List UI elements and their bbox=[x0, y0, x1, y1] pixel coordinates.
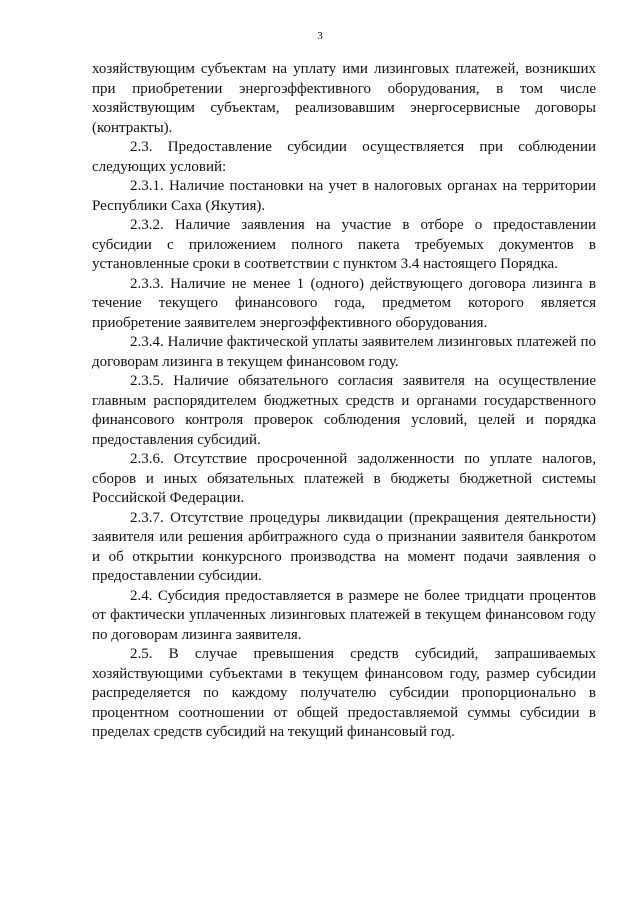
document-body bbox=[92, 60, 596, 743]
paragraph-continuation: хозяйствующим субъектам на уплату ими лизинговых платежей, возникших при приобретении энергоэффективного оборудования, в том числе хозяйствующим субъектам, реализовавшим энергосервисные договоры (контракты). bbox=[92, 61, 596, 136]
paragraph-2-3-2: 2.3.2. Наличие заявления на участие в отборе о предоставлении субсидии с приложением полного пакета требуемых документов в установленные сроки в соответствии с пунктом 3.4 настоящего Порядка. bbox=[92, 217, 596, 272]
page-number: 3 bbox=[317, 30, 323, 42]
paragraph-2-3-1: 2.3.1. Наличие постановки на учет в налоговых органах на территории Республики Саха (Якутия). bbox=[92, 178, 596, 214]
paragraph-2-3-6: 2.3.6. Отсутствие просроченной задолженности по уплате налогов, сборов и иных обязательных платежей в бюджеты бюджетной системы Российской Федерации. bbox=[92, 451, 596, 506]
paragraph-2-3-3: 2.3.3. Наличие не менее 1 (одного) действующего договора лизинга в течение текущего финансового года, предметом которого является приобретение заявителем энергоэффективного оборудования. bbox=[92, 275, 596, 331]
paragraph-2-3-4: 2.3.4. Наличие фактической уплаты заявителем лизинговых платежей по договорам лизинга в текущем финансовом году. bbox=[92, 334, 596, 370]
paragraph-2-5: 2.5. В случае превышения средств субсидий, запрашиваемых хозяйствующими субъектами в текущем финансовом году, размер субсидии распределяется по каждому получателю субсидии пропорционально в процентном соотношении от общей предоставляемой суммы субсидии в пределах средств субсидий на текущий финансовый год. bbox=[92, 646, 596, 740]
paragraph-2-3-7: 2.3.7. Отсутствие процедуры ликвидации (прекращения деятельности) заявителя или решения арбитражного суда о признании заявителя банкротом и об открытии конкурсного производства на момент подачи заявления о предоставлении субсидии. bbox=[92, 509, 596, 584]
paragraph-2-3-5: 2.3.5. Наличие обязательного согласия заявителя на осуществление главным распорядителем бюджетных средств и органами государственного финансового контроля проверок соблюдения условий, целей и порядка предоставления субсидий. bbox=[92, 373, 596, 448]
paragraph-2-3: 2.3. Предоставление субсидии осуществляется при соблюдении следующих условий: bbox=[92, 139, 596, 175]
paragraph-2-4: 2.4. Субсидия предоставляется в размере не более тридцати процентов от фактически уплаченных лизинговых платежей в текущем финансовом году по договорам лизинга заявителя. bbox=[92, 587, 596, 643]
